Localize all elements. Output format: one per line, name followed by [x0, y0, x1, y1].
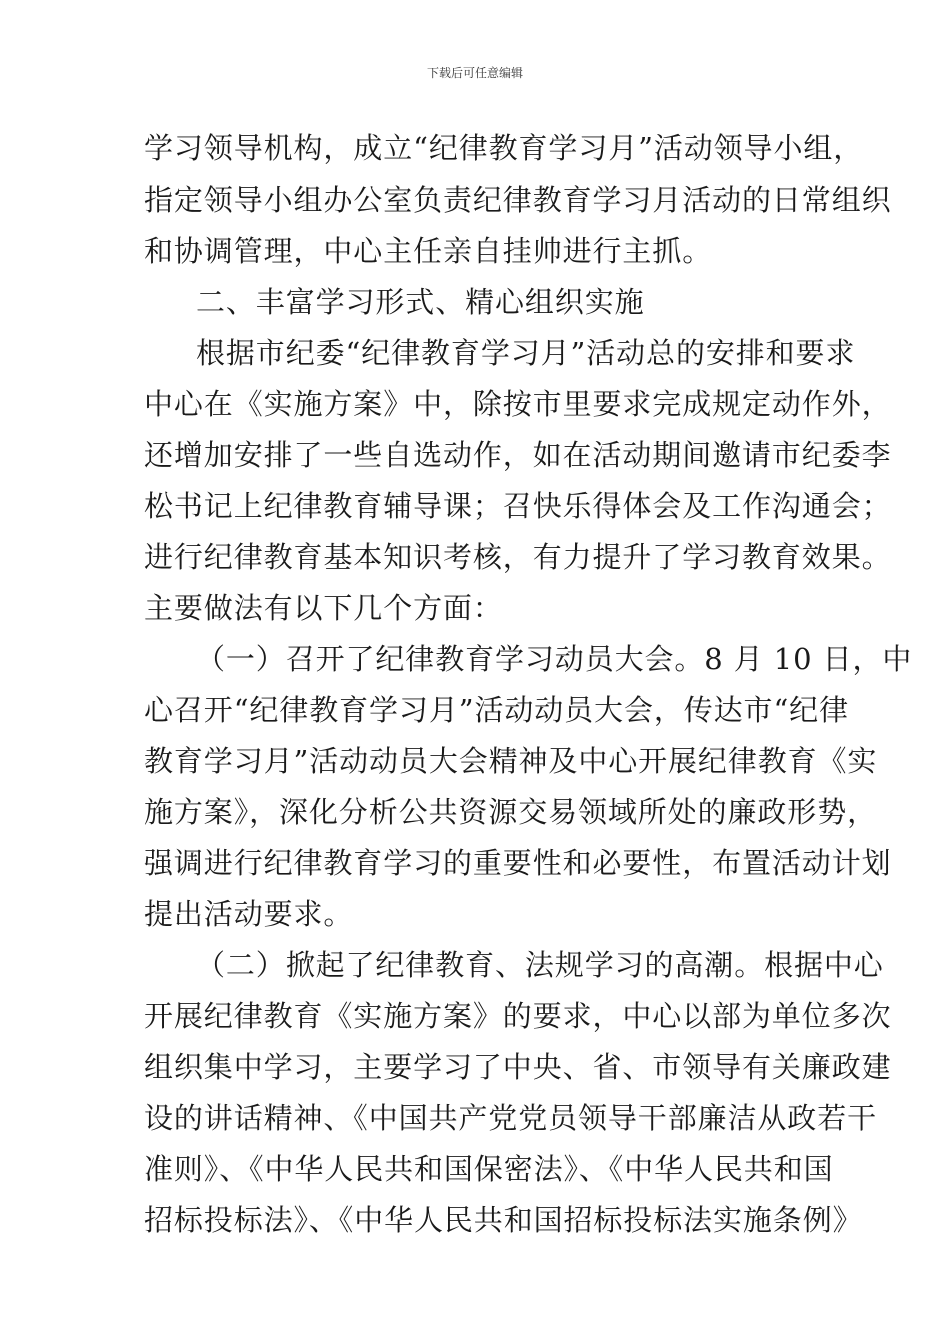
text-line: 设的讲话精神、《中国共产党党员领导干部廉洁从政若干	[144, 1101, 878, 1135]
text-line: （一）召开了纪律教育学习动员大会。8 月 10 日，中	[196, 642, 913, 676]
text-line: 施方案》，深化分析公共资源交易领域所处的廉政形势，	[144, 795, 878, 829]
text-line: 和协调管理，中心主任亲自挂帅进行主抓。	[144, 234, 713, 268]
text-line: （二）掀起了纪律教育、法规学习的高潮。根据中心	[196, 948, 884, 982]
section-heading: 二、丰富学习形式、精心组织实施	[196, 285, 645, 319]
text-line: 心召开“纪律教育学习月”活动动员大会，传达市“纪律	[144, 693, 849, 727]
text-line: 准则》、《中华人民共和国保密法》、《中华人民共和国	[144, 1152, 834, 1186]
page-header: 下载后可任意编辑	[426, 66, 523, 80]
text-line: 学习领导机构，成立“纪律教育学习月”活动领导小组，	[144, 131, 864, 165]
text-line: 主要做法有以下几个方面：	[144, 591, 503, 625]
text-line: 教育学习月”活动动员大会精神及中心开展纪律教育《实	[144, 744, 878, 778]
text-line: 招标投标法》、《中华人民共和国招标投标法实施条例》	[144, 1203, 863, 1237]
text-line: 组织集中学习，主要学习了中央、省、市领导有关廉政建	[144, 1050, 892, 1084]
text-line: 提出活动要求。	[144, 897, 354, 931]
text-line: 指定领导小组办公室负责纪律教育学习月活动的日常组织	[144, 183, 892, 217]
text-line: 强调进行纪律教育学习的重要性和必要性，布置活动计划	[144, 846, 892, 880]
text-line: 中心在《实施方案》中，除按市里要求完成规定动作外，	[144, 387, 892, 421]
text-line: 松书记上纪律教育辅导课；召快乐得体会及工作沟通会；	[144, 489, 892, 523]
text-line: 还增加安排了一些自选动作，如在活动期间邀请市纪委李	[144, 438, 892, 472]
text-line: 进行纪律教育基本知识考核，有力提升了学习教育效果。	[144, 540, 892, 574]
text-line: 根据市纪委“纪律教育学习月”活动总的安排和要求	[196, 336, 856, 370]
text-line: 开展纪律教育《实施方案》的要求，中心以部为单位多次	[144, 999, 892, 1033]
